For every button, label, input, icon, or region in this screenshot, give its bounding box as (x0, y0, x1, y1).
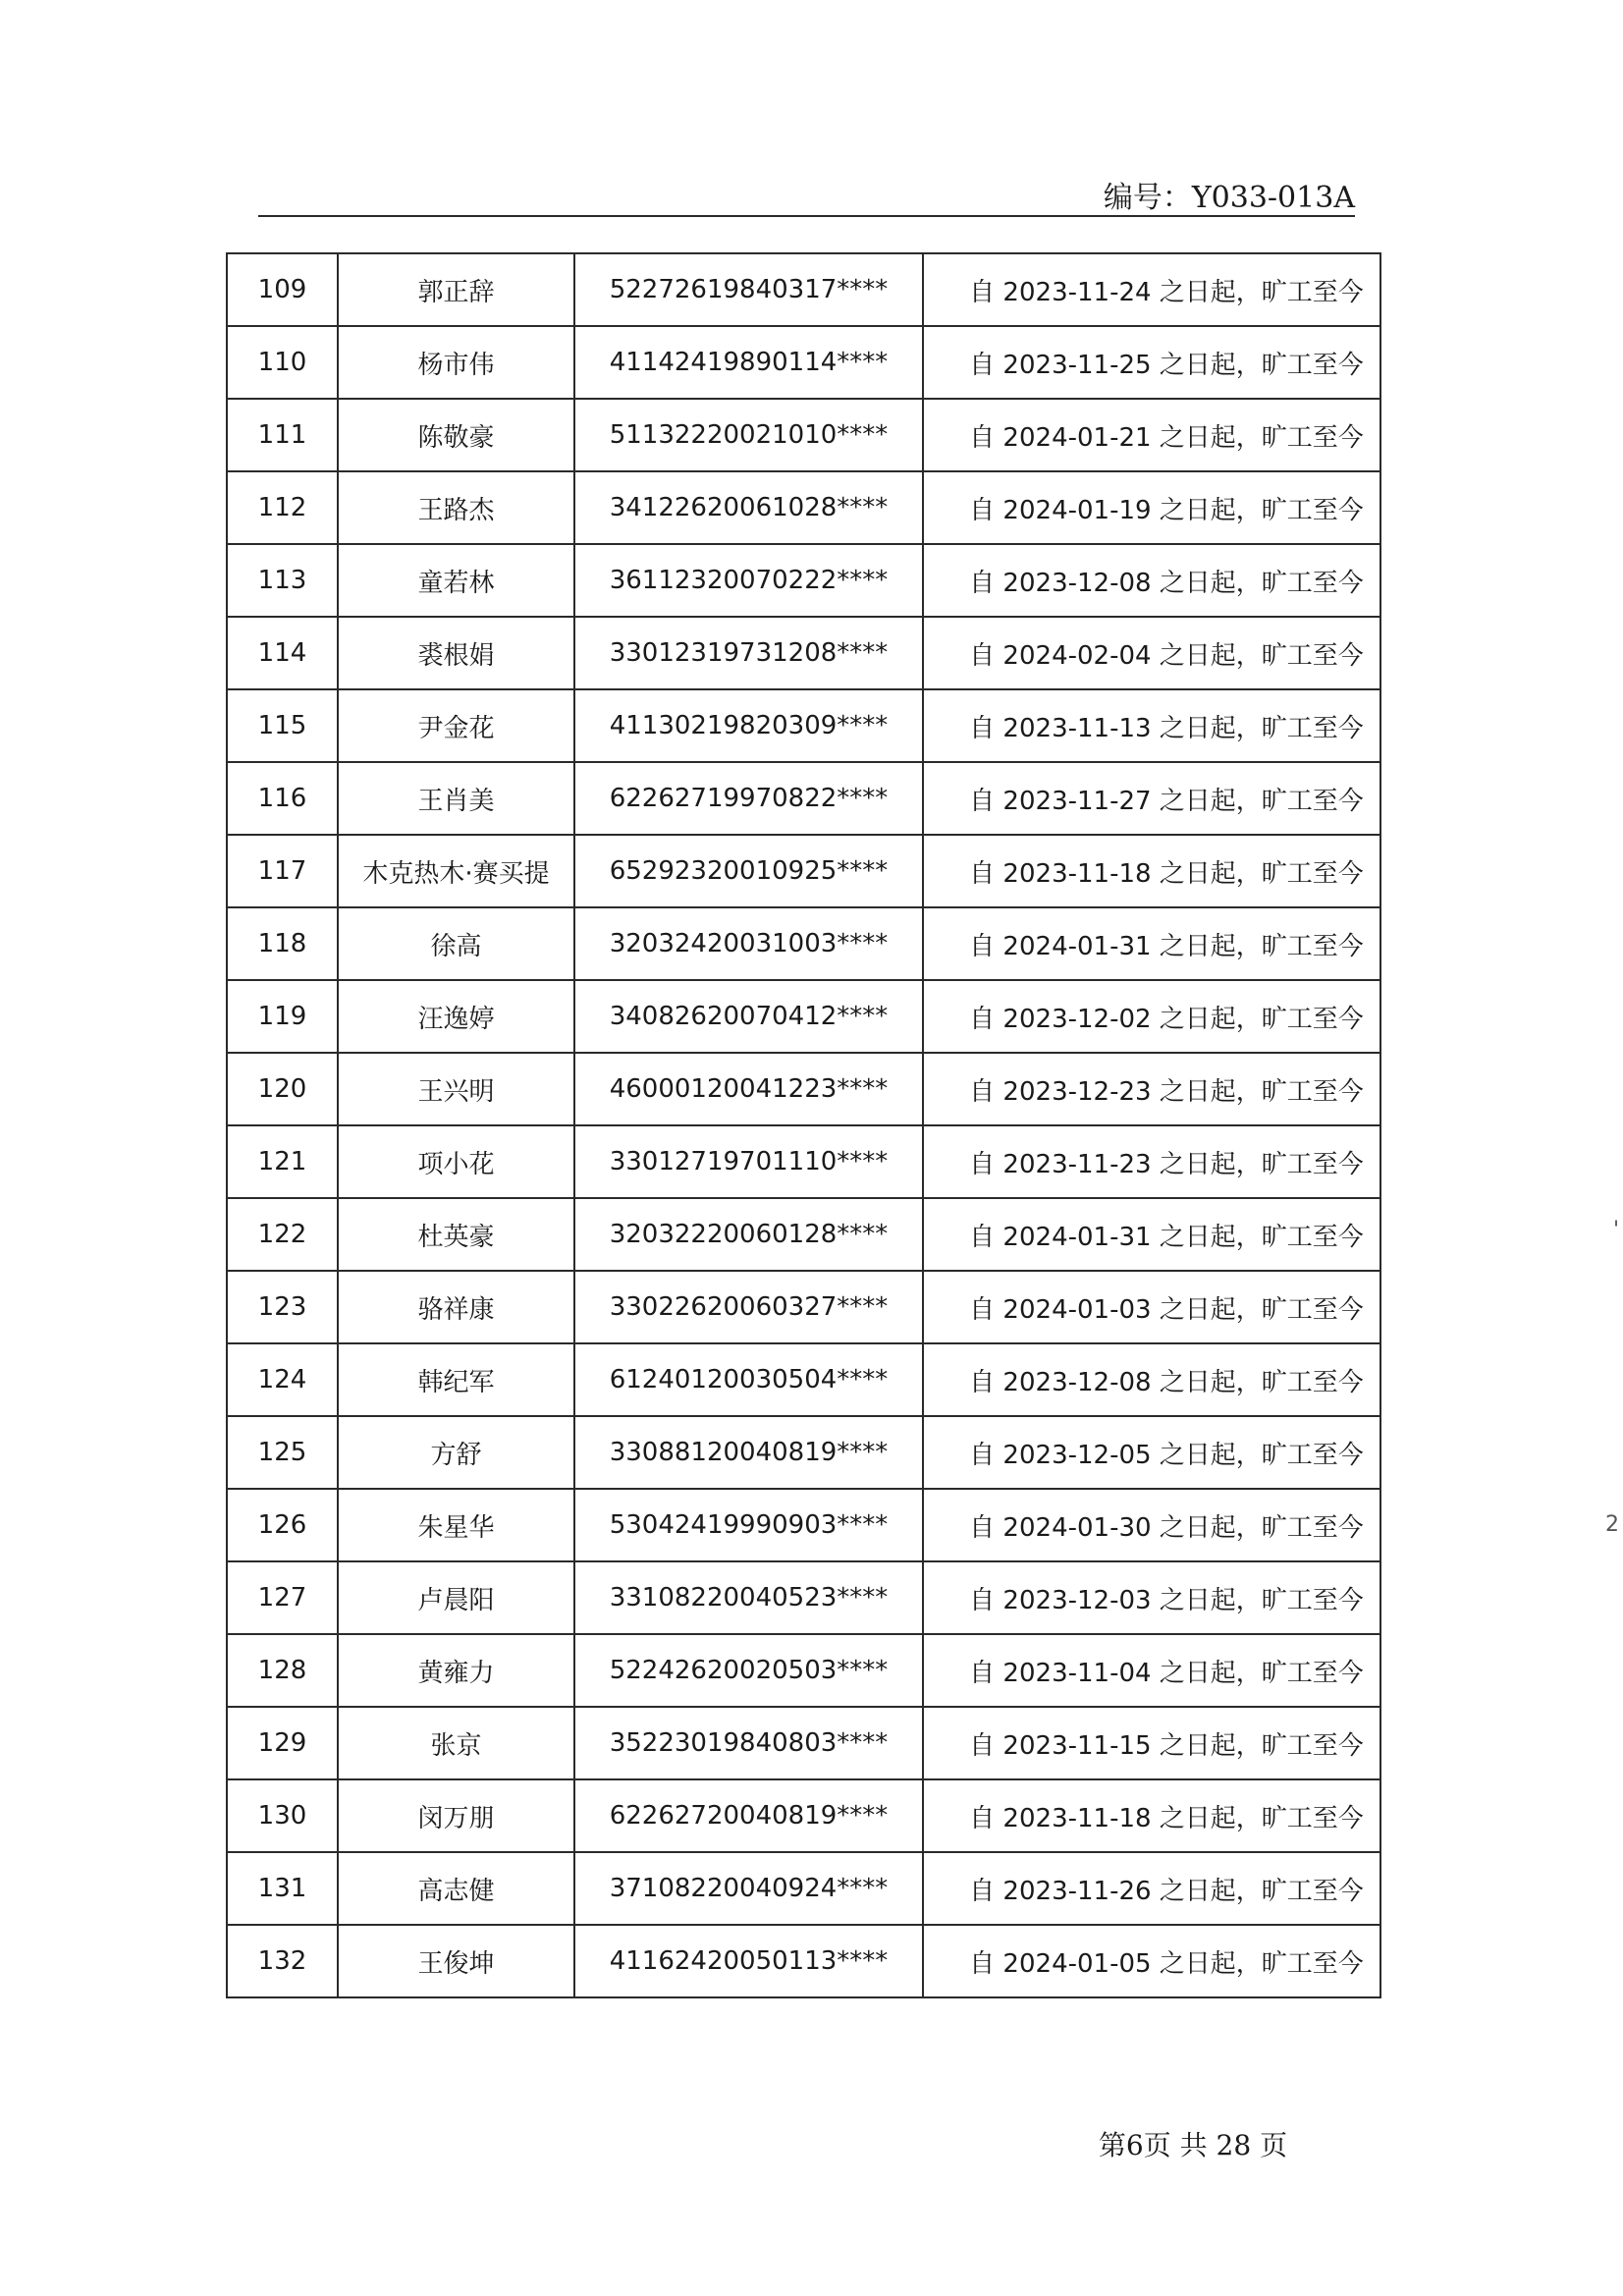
absence-note-cell: 自 2023-11-25 之日起，旷工至今 (923, 326, 1380, 399)
scan-edge-mark: 2 (1605, 1512, 1619, 1537)
name-cell: 杜英豪 (338, 1198, 574, 1271)
name-cell: 韩纪军 (338, 1343, 574, 1416)
table-row (227, 617, 1380, 689)
absence-note-cell: 自 2023-11-13 之日起，旷工至今 (923, 689, 1380, 762)
table-row (227, 1561, 1380, 1634)
id-number-cell: 37108220040924**** (574, 1852, 923, 1925)
row-number-cell: 132 (227, 1925, 338, 1997)
name-cell: 汪逸婷 (338, 980, 574, 1053)
name-cell: 方舒 (338, 1416, 574, 1489)
absence-note-cell: 自 2023-12-08 之日起，旷工至今 (923, 1343, 1380, 1416)
id-number-cell: 35223019840803**** (574, 1707, 923, 1779)
name-cell: 卢晨阳 (338, 1561, 574, 1634)
row-number-cell: 124 (227, 1343, 338, 1416)
name-cell: 木克热木·赛买提 (338, 835, 574, 907)
scan-edge-mark: ' (1612, 1218, 1619, 1242)
document-code: 编号：Y033-013A (1103, 181, 1355, 215)
table-row (227, 1271, 1380, 1343)
absence-note-cell: 自 2023-11-15 之日起，旷工至今 (923, 1707, 1380, 1779)
absence-note-cell: 自 2023-11-18 之日起，旷工至今 (923, 1779, 1380, 1852)
page-number: 第6页 共 28 页 (1098, 2129, 1288, 2161)
row-number-cell: 128 (227, 1634, 338, 1707)
name-cell: 杨市伟 (338, 326, 574, 399)
table-row (227, 1852, 1380, 1925)
id-number-cell: 62262720040819**** (574, 1779, 923, 1852)
table-row (227, 1925, 1380, 1997)
id-number-cell: 33012719701110**** (574, 1125, 923, 1198)
name-cell: 张京 (338, 1707, 574, 1779)
table-body (227, 253, 1380, 1997)
id-number-cell: 32032420031003**** (574, 907, 923, 980)
table-row (227, 689, 1380, 762)
row-number-cell: 127 (227, 1561, 338, 1634)
row-number-cell: 114 (227, 617, 338, 689)
absence-note-cell: 自 2023-11-04 之日起，旷工至今 (923, 1634, 1380, 1707)
row-number-cell: 115 (227, 689, 338, 762)
table-row (227, 399, 1380, 471)
id-number-cell: 36112320070222**** (574, 544, 923, 617)
absence-note-cell: 自 2023-12-03 之日起，旷工至今 (923, 1561, 1380, 1634)
row-number-cell: 118 (227, 907, 338, 980)
row-number-cell: 112 (227, 471, 338, 544)
row-number-cell: 117 (227, 835, 338, 907)
row-number-cell: 125 (227, 1416, 338, 1489)
name-cell: 闵万朋 (338, 1779, 574, 1852)
row-number-cell: 113 (227, 544, 338, 617)
row-number-cell: 131 (227, 1852, 338, 1925)
name-cell: 陈敬豪 (338, 399, 574, 471)
table-row (227, 1779, 1380, 1852)
row-number-cell: 120 (227, 1053, 338, 1125)
absence-note-cell: 自 2023-11-23 之日起，旷工至今 (923, 1125, 1380, 1198)
table-row (227, 544, 1380, 617)
id-number-cell: 34122620061028**** (574, 471, 923, 544)
name-cell: 王俊坤 (338, 1925, 574, 1997)
header-divider (258, 215, 1355, 217)
name-cell: 裘根娟 (338, 617, 574, 689)
row-number-cell: 123 (227, 1271, 338, 1343)
row-number-cell: 121 (227, 1125, 338, 1198)
id-number-cell: 62262719970822**** (574, 762, 923, 835)
name-cell: 王路杰 (338, 471, 574, 544)
name-cell: 骆祥康 (338, 1271, 574, 1343)
id-number-cell: 51132220021010**** (574, 399, 923, 471)
row-number-cell: 130 (227, 1779, 338, 1852)
row-number-cell: 110 (227, 326, 338, 399)
table-row (227, 907, 1380, 980)
row-number-cell: 109 (227, 253, 338, 326)
row-number-cell: 126 (227, 1489, 338, 1561)
row-number-cell: 122 (227, 1198, 338, 1271)
id-number-cell: 41130219820309**** (574, 689, 923, 762)
id-number-cell: 65292320010925**** (574, 835, 923, 907)
table-row (227, 1707, 1380, 1779)
row-number-cell: 119 (227, 980, 338, 1053)
id-number-cell: 41142419890114**** (574, 326, 923, 399)
name-cell: 尹金花 (338, 689, 574, 762)
row-number-cell: 111 (227, 399, 338, 471)
absence-note-cell: 自 2024-01-21 之日起，旷工至今 (923, 399, 1380, 471)
absence-note-cell: 自 2023-12-23 之日起，旷工至今 (923, 1053, 1380, 1125)
id-number-cell: 33108220040523**** (574, 1561, 923, 1634)
row-number-cell: 129 (227, 1707, 338, 1779)
absence-note-cell: 自 2023-11-27 之日起，旷工至今 (923, 762, 1380, 835)
id-number-cell: 52272619840317**** (574, 253, 923, 326)
id-number-cell: 41162420050113**** (574, 1925, 923, 1997)
absence-note-cell: 自 2023-12-05 之日起，旷工至今 (923, 1416, 1380, 1489)
id-number-cell: 34082620070412**** (574, 980, 923, 1053)
name-cell: 项小花 (338, 1125, 574, 1198)
name-cell: 王肖美 (338, 762, 574, 835)
name-cell: 徐高 (338, 907, 574, 980)
id-number-cell: 52242620020503**** (574, 1634, 923, 1707)
name-cell: 郭正辞 (338, 253, 574, 326)
absence-note-cell: 自 2023-12-02 之日起，旷工至今 (923, 980, 1380, 1053)
id-number-cell: 33022620060327**** (574, 1271, 923, 1343)
table-row (227, 1489, 1380, 1561)
table-row (227, 326, 1380, 399)
absence-table (226, 252, 1381, 1998)
absence-note-cell: 自 2023-11-18 之日起，旷工至今 (923, 835, 1380, 907)
name-cell: 王兴明 (338, 1053, 574, 1125)
table-row (227, 1125, 1380, 1198)
absence-note-cell: 自 2023-12-08 之日起，旷工至今 (923, 544, 1380, 617)
row-number-cell: 116 (227, 762, 338, 835)
table-row (227, 1343, 1380, 1416)
id-number-cell: 53042419990903**** (574, 1489, 923, 1561)
table-row (227, 980, 1380, 1053)
table-row (227, 253, 1380, 326)
id-number-cell: 61240120030504**** (574, 1343, 923, 1416)
id-number-cell: 33012319731208**** (574, 617, 923, 689)
table-row (227, 1053, 1380, 1125)
absence-note-cell: 自 2023-11-26 之日起，旷工至今 (923, 1852, 1380, 1925)
absence-note-cell: 自 2024-01-30 之日起，旷工至今 (923, 1489, 1380, 1561)
absence-note-cell: 自 2024-01-31 之日起，旷工至今 (923, 907, 1380, 980)
absence-note-cell: 自 2024-01-03 之日起，旷工至今 (923, 1271, 1380, 1343)
table-row (227, 1198, 1380, 1271)
table-row (227, 1416, 1380, 1489)
absence-note-cell: 自 2024-01-31 之日起，旷工至今 (923, 1198, 1380, 1271)
name-cell: 朱星华 (338, 1489, 574, 1561)
table-row (227, 1634, 1380, 1707)
absence-note-cell: 自 2024-01-19 之日起，旷工至今 (923, 471, 1380, 544)
id-number-cell: 32032220060128**** (574, 1198, 923, 1271)
absence-note-cell: 自 2023-11-24 之日起，旷工至今 (923, 253, 1380, 326)
absence-note-cell: 自 2024-02-04 之日起，旷工至今 (923, 617, 1380, 689)
id-number-cell: 33088120040819**** (574, 1416, 923, 1489)
name-cell: 高志健 (338, 1852, 574, 1925)
table-row (227, 835, 1380, 907)
absence-note-cell: 自 2024-01-05 之日起，旷工至今 (923, 1925, 1380, 1997)
table-row (227, 762, 1380, 835)
table-row (227, 471, 1380, 544)
name-cell: 童若林 (338, 544, 574, 617)
id-number-cell: 46000120041223**** (574, 1053, 923, 1125)
name-cell: 黄雍力 (338, 1634, 574, 1707)
